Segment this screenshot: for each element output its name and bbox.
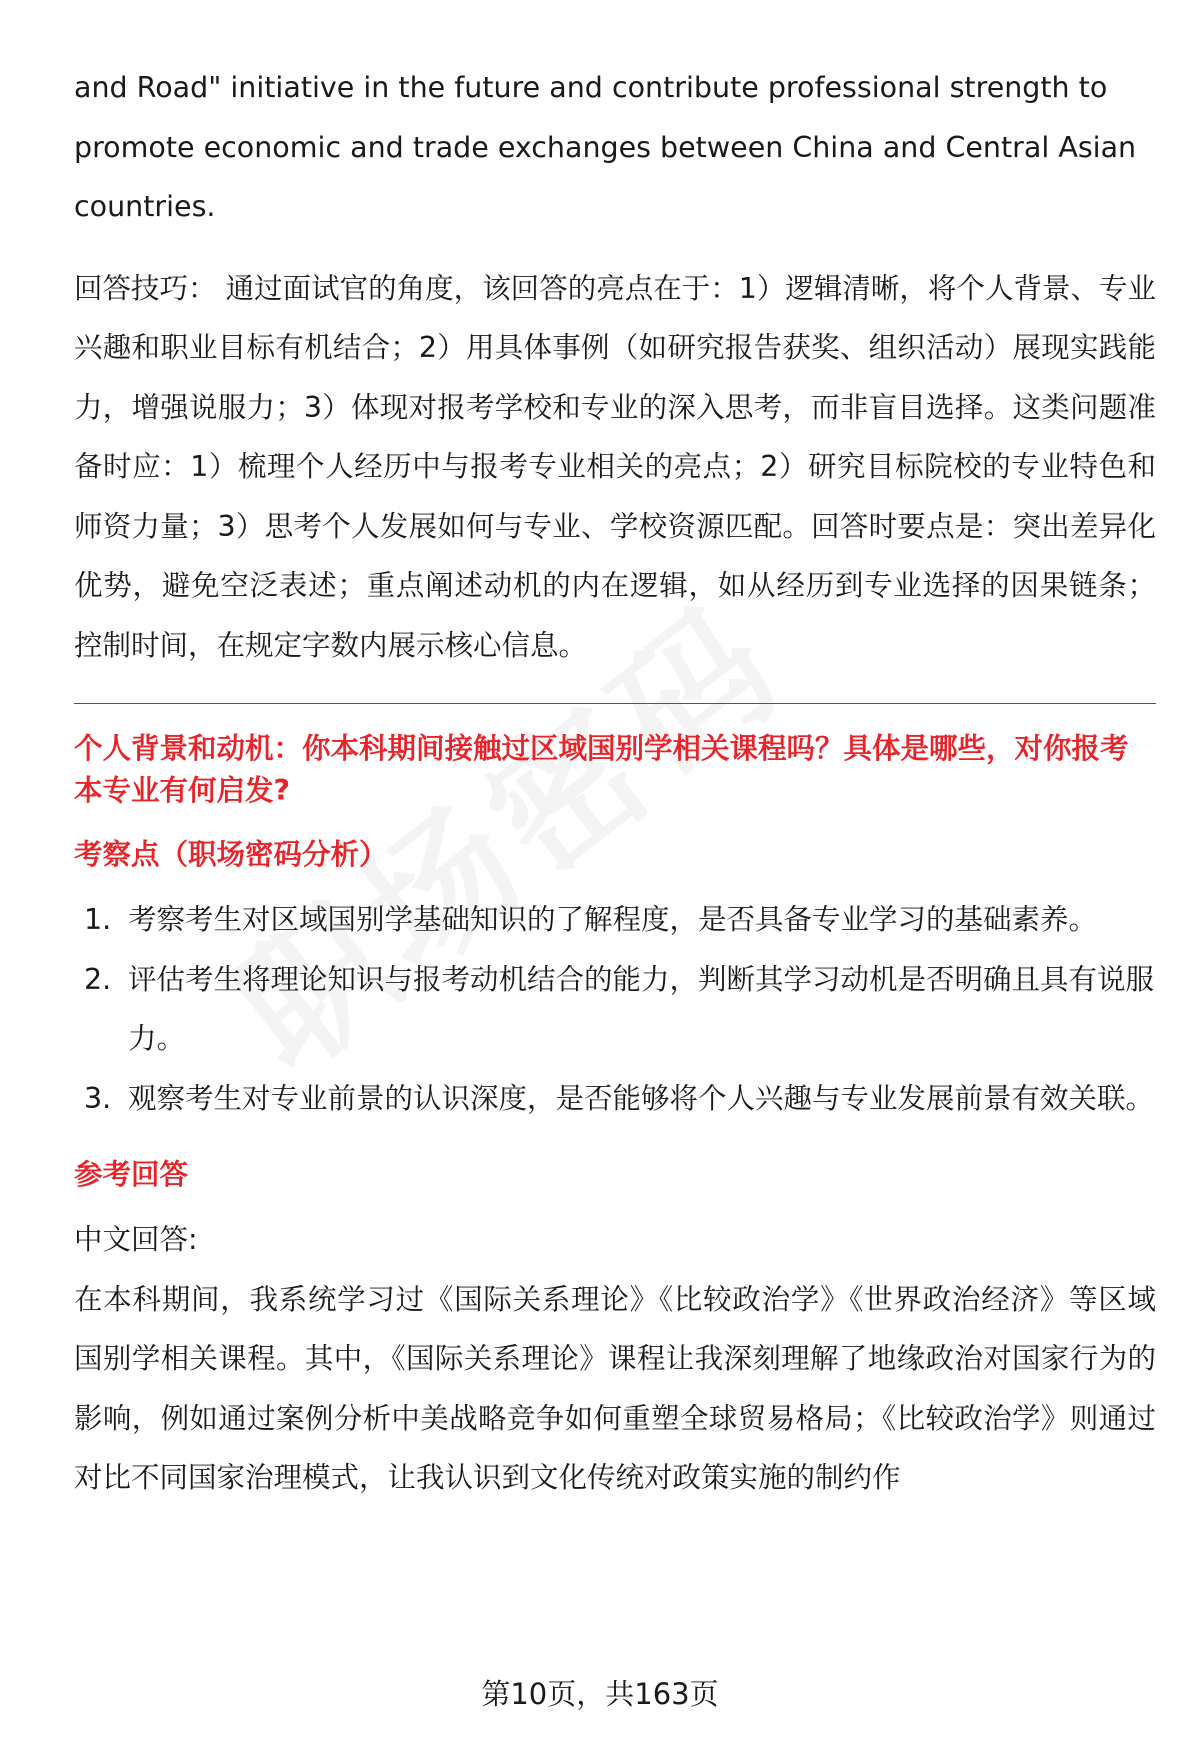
assessment-point-2: [74, 950, 1156, 1069]
assessment-point-3: [74, 1069, 1156, 1129]
list-item-text: 考察考生对区域国别学基础知识的了解程度，是否具备专业学习的基础素养。: [128, 903, 1098, 936]
question-title: 个人背景和动机：你本科期间接触过区域国别学相关课程吗？具体是哪些，对你报考本专业有何启发?: [74, 732, 1129, 807]
section-divider: [74, 703, 1156, 704]
assessment-points-list: [74, 890, 1156, 1128]
list-number: 3.: [84, 1081, 112, 1115]
intro-english-paragraph: and Road" initiative in the future and contribute professional strength to promote economic and trade exchanges between China and Central Asian countries.: [74, 71, 1137, 223]
page-footer: 第10页，共163页: [481, 1677, 719, 1711]
reference-answer-heading: 参考回答: [74, 1158, 189, 1191]
list-number: 2.: [84, 962, 112, 996]
list-item-text: 评估考生将理论知识与报考动机结合的能力，判断其学习动机是否明确且具有说服力。: [128, 962, 1155, 1055]
list-number: 1.: [84, 903, 112, 936]
assessment-heading: 考察点（职场密码分析）: [74, 838, 388, 871]
answer-tips-paragraph: 回答技巧： 通过面试官的角度，该回答的亮点在于：1）逻辑清晰，将个人背景、专业兴趣和职业目标有机结合；2）用具体事例（如研究报告获奖、组织活动）展现实践能力，增强说服力；3）体现对报考学校和专业的深入思考，而非盲目选择。这类问题准备时应：1）梳理个人经历中与报考专业相关的亮点；2）研究目标院校的专业特色和师资力量；3）思考个人发展如何与专业、学校资源匹配。回答时要点是：突出差异化优势，避免空泛表述；重点阐述动机的内在逻辑，如从经历到专业选择的因果链条；控制时间，在规定字数内展示核心信息。: [74, 271, 1156, 662]
reference-answer-subheading: 中文回答:: [74, 1223, 198, 1256]
page-content: [74, 58, 1156, 1508]
reference-answer-body: 在本科期间，我系统学习过《国际关系理论》《比较政治学》《世界政治经济》等区域国别学相关课程。其中，《国际关系理论》课程让我深刻理解了地缘政治对国家行为的影响，例如通过案例分析中美战略竞争如何重塑全球贸易格局；《比较政治学》则通过对比不同国家治理模式，让我认识到文化传统对政策实施的制约作: [74, 1282, 1156, 1494]
assessment-point-1: [74, 890, 1156, 950]
list-item-text: 观察考生对专业前景的认识深度，是否能够将个人兴趣与专业发展前景有效关联。: [128, 1081, 1155, 1115]
